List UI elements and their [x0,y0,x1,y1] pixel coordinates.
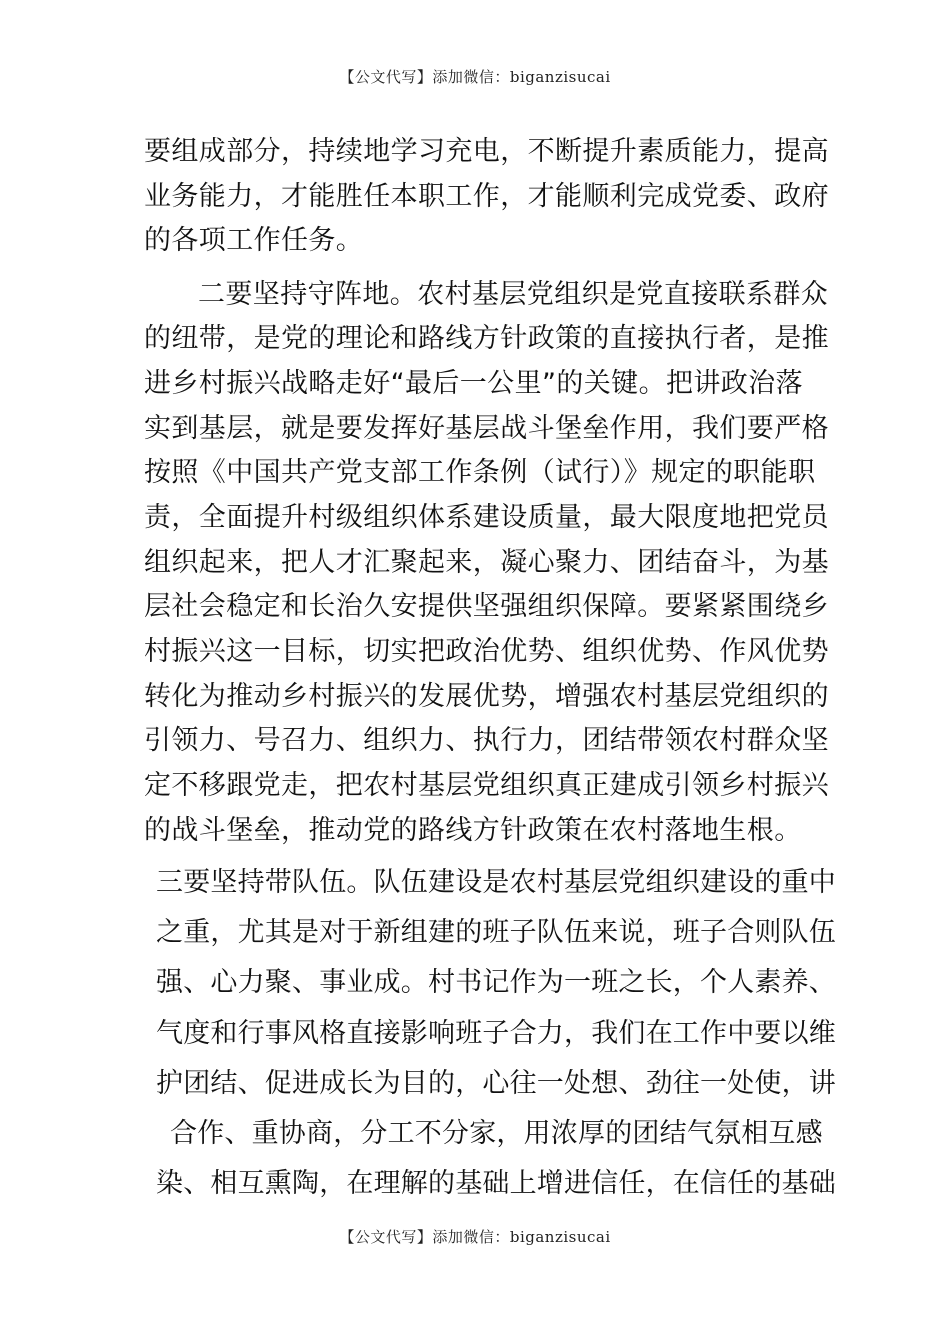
paragraph-2-line-13: 的战斗堡垒，推动党的路线方针政策在农村落地生根。 [144,815,802,846]
page-header-watermark: 【公文代写】添加微信：biganzisucai [339,68,611,86]
paragraph-3-line-1: 三要坚持带队伍。队伍建设是农村基层党组织建设的重中 [156,867,836,898]
page-footer-watermark: 【公文代写】添加微信：biganzisucai [339,1228,611,1246]
paragraph-2-line-6: 责，全面提升村级组织体系建设质量，最大限度地把党员 [144,502,829,533]
paragraph-3-line-7: 染、相互熏陶，在理解的基础上增进信任，在信任的基础 [156,1168,836,1199]
paragraph-3-line-5: 护团结、促进成长为目的，心往一处想、劲往一处使，讲 [156,1068,836,1099]
paragraph-2-line-7: 组织起来，把人才汇聚起来，凝心聚力、团结奋斗，为基 [144,547,829,578]
paragraph-2-line-1: 二要坚持守阵地。农村基层党组织是党直接联系群众 [198,279,829,310]
paragraph-2-line-3: 进乡村振兴战略走好“最后一公里”的关键。把讲政治落 [144,368,803,399]
paragraph-1-line-2: 业务能力，才能胜任本职工作，才能顺利完成党委、政府 [144,181,829,212]
paragraph-3-line-6: 合作、重协商，分工不分家，用浓厚的团结气氛相互感 [170,1118,823,1149]
paragraph-1-line-1: 要组成部分，持续地学习充电，不断提升素质能力，提高 [144,136,829,167]
paragraph-2-line-11: 引领力、号召力、组织力、执行力，团结带领农村群众坚 [144,725,829,756]
paragraph-3-line-4: 气度和行事风格直接影响班子合力，我们在工作中要以维 [156,1018,836,1049]
paragraph-2-line-2: 的纽带，是党的理论和路线方针政策的直接执行者，是推 [144,323,829,354]
paragraph-3-line-2: 之重，尤其是对于新组建的班子队伍来说，班子合则队伍 [156,917,836,948]
paragraph-2-line-8: 层社会稳定和长治久安提供坚强组织保障。要紧紧围绕乡 [144,591,829,622]
paragraph-1-line-3: 的各项工作任务。 [144,225,364,256]
paragraph-2-line-5: 按照《中国共产党支部工作条例（试行）》规定的职能职 [144,457,816,488]
paragraph-2-line-4: 实到基层，就是要发挥好基层战斗堡垒作用，我们要严格 [144,413,829,444]
paragraph-3-line-3: 强、心力聚、事业成。村书记作为一班之长，个人素养、 [156,967,836,998]
paragraph-2-line-10: 转化为推动乡村振兴的发展优势，增强农村基层党组织的 [144,681,829,712]
paragraph-2-line-9: 村振兴这一目标，切实把政治优势、组织优势、作风优势 [144,636,829,667]
paragraph-2-line-12: 定不移跟党走，把农村基层党组织真正建成引领乡村振兴 [144,770,829,801]
